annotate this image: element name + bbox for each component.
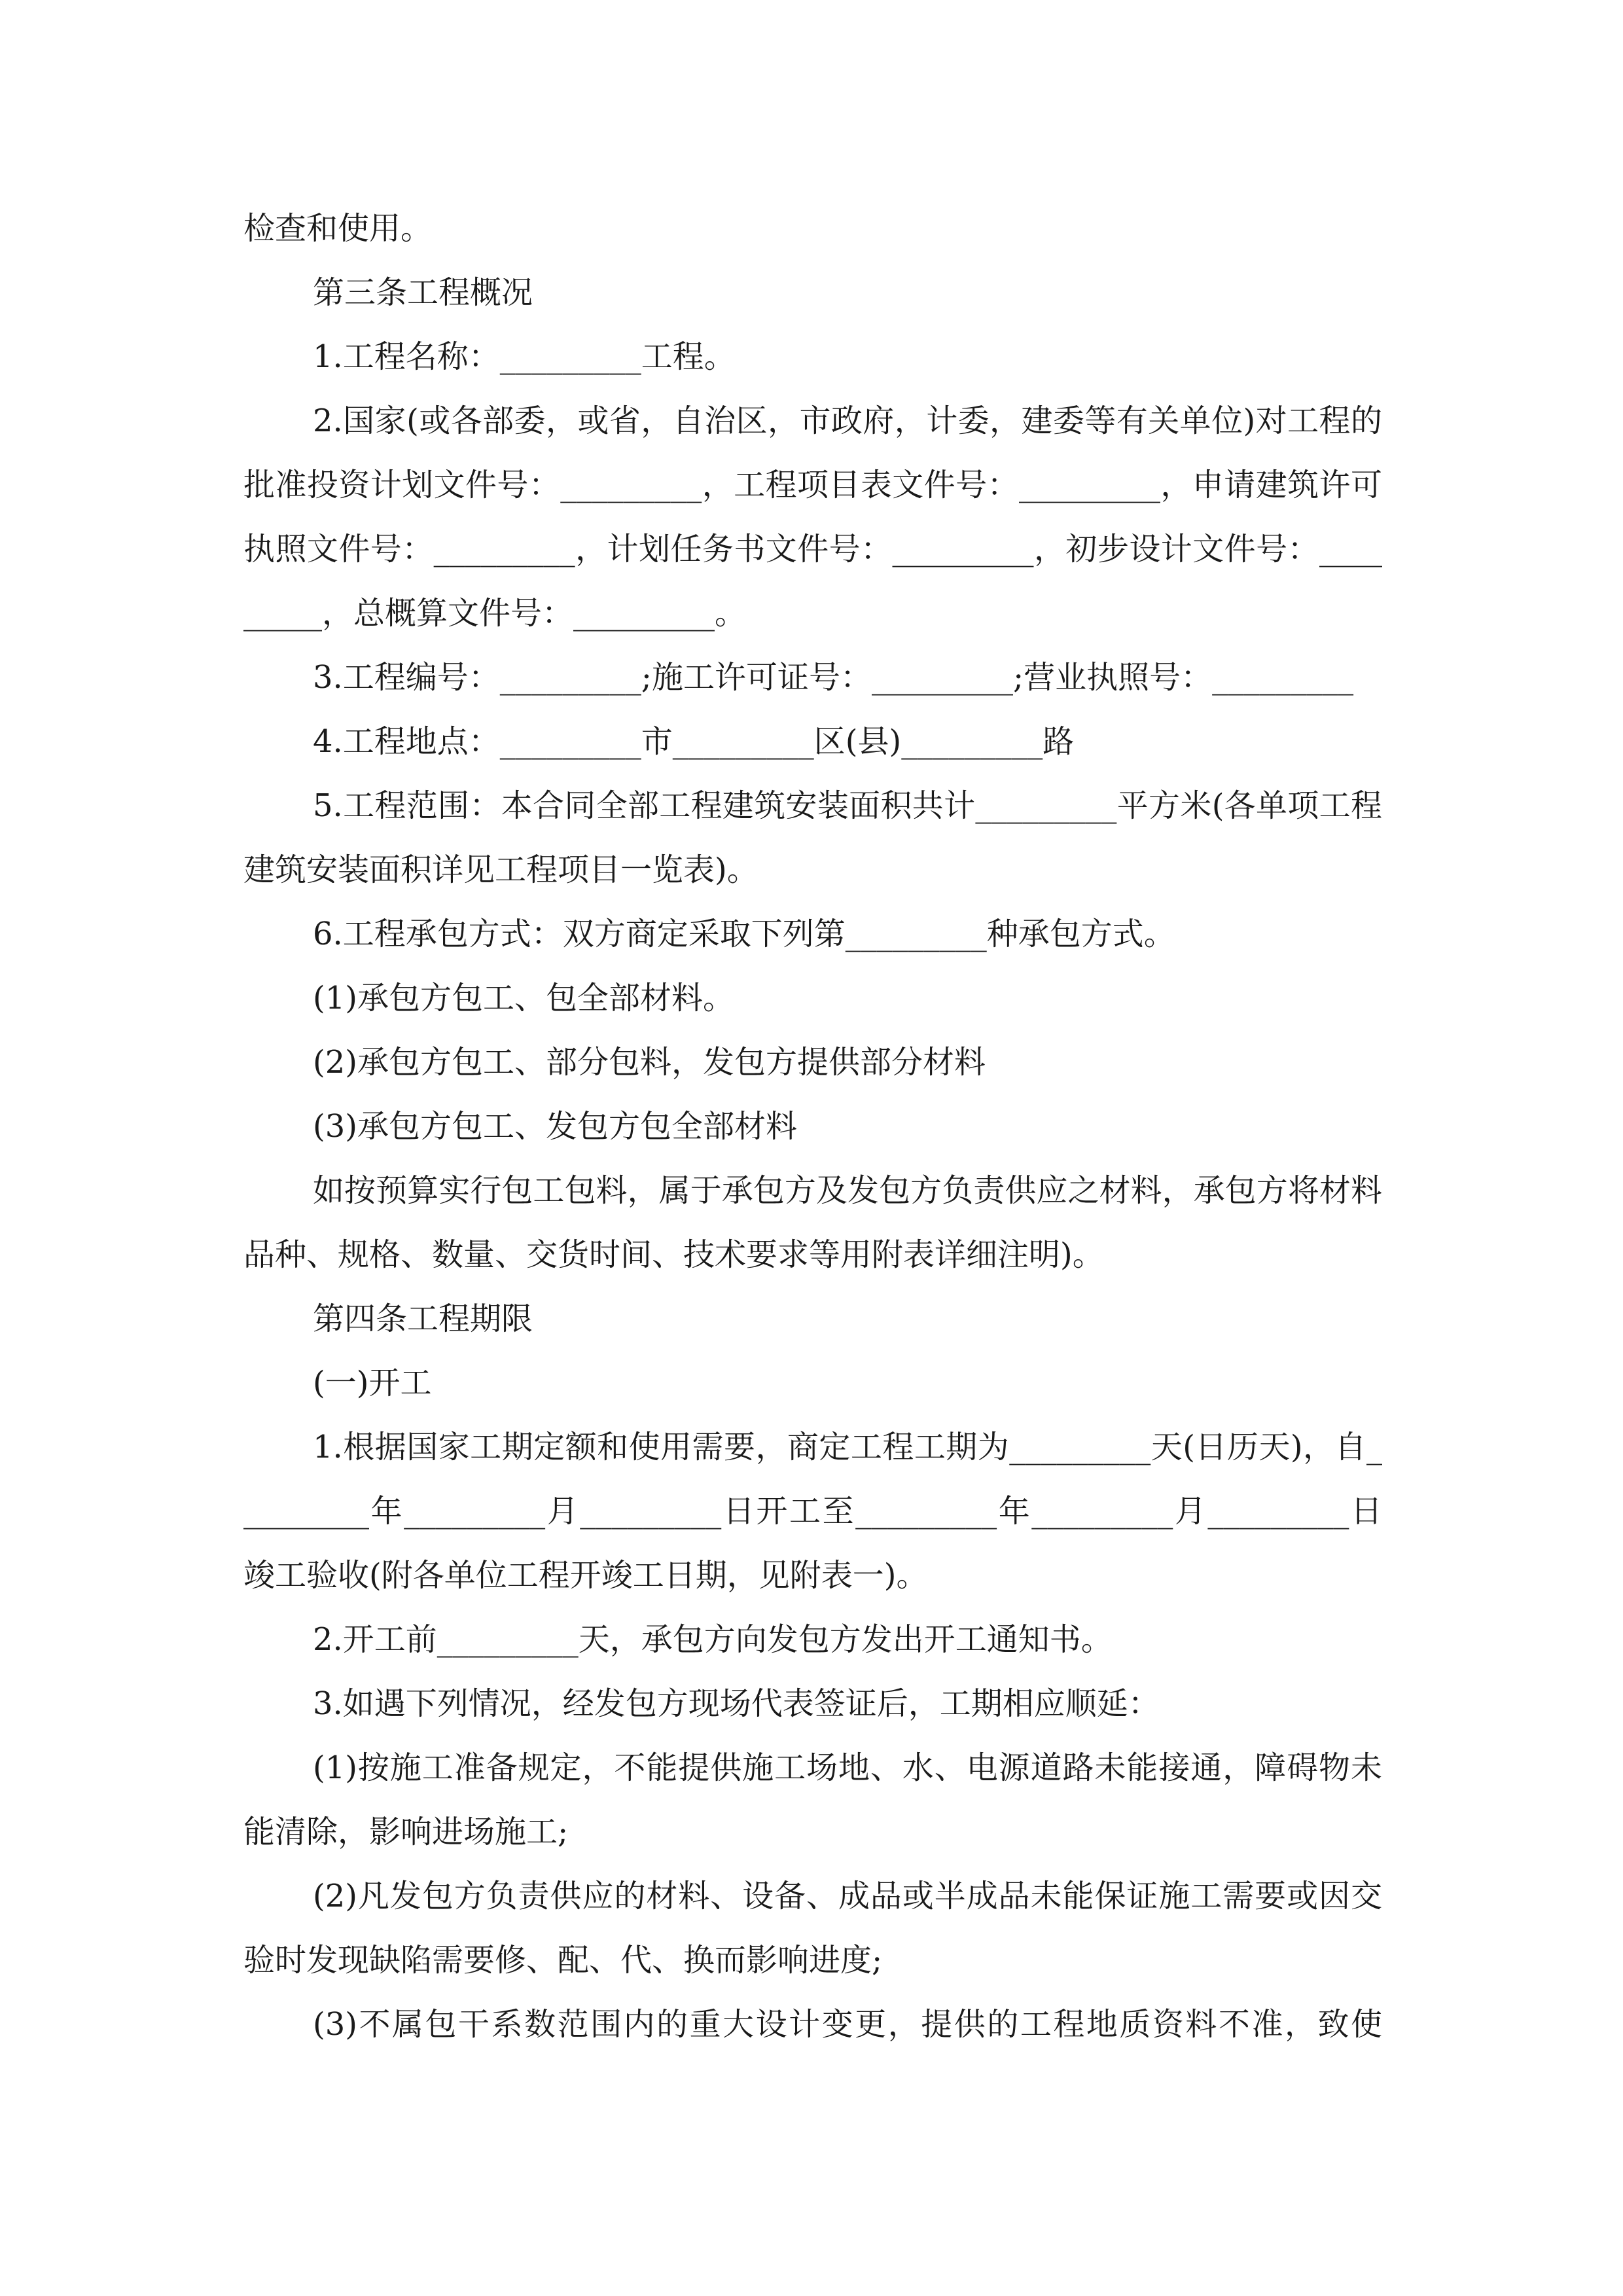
- list-item: (2)承包方包工、部分包料，发包方提供部分材料: [313, 1044, 986, 1081]
- paragraph: 3.工程编号：_________;施工许可证号：_________;营业执照号：_________: [313, 659, 1354, 696]
- paragraph: 3.如遇下列情况，经发包方现场代表签证后，工期相应顺延：: [313, 1685, 1160, 1722]
- paragraph: 6.工程承包方式：双方商定采取下列第_________种承包方式。: [313, 916, 1175, 952]
- list-item: (2)凡发包方负责供应的材料、设备、成品或半成品未能保证施工需要或因交验时发现缺陷需要修、配、代、换而影响进度;: [243, 1878, 1382, 1979]
- paragraph: 检查和使用。: [243, 210, 433, 247]
- subsection-heading: (一)开工: [313, 1365, 432, 1401]
- list-item: (3)承包方包工、发包方包全部材料: [313, 1108, 797, 1145]
- section-heading: 第三条工程概况: [313, 274, 533, 311]
- paragraph: 4.工程地点：_________市_________区(县)_________路: [313, 723, 1075, 760]
- paragraph: 2.开工前_________天，承包方向发包方发出开工通知书。: [313, 1621, 1113, 1658]
- list-item: (1)承包方包工、包全部材料。: [313, 980, 734, 1016]
- paragraph: 1.根据国家工期定额和使用需要，商定工程工期为_________天(日历天)，自_________年_________月_________日开工至_________年_________月_________日竣工验收(附各单位工程开竣工日期，见附表一)。: [243, 1429, 1382, 1594]
- paragraph: 2.国家(或各部委，或省，自治区，市政府，计委，建委等有关单位)对工程的批准投资计划文件号：_________，工程项目表文件号：_________，申请建筑许可执照文件号：_________，计划任务书文件号：_________，初步设计文件号：_________，总概算文件号：_________。: [243, 403, 1382, 632]
- paragraph: 1.工程名称：_________工程。: [313, 338, 736, 375]
- paragraph: 5.工程范围：本合同全部工程建筑安装面积共计_________平方米(各单项工程建筑安装面积详见工程项目一览表)。: [243, 787, 1382, 888]
- list-item: (3)不属包干系数范围内的重大设计变更，提供的工程地质资料不准，致使: [313, 2006, 1382, 2043]
- document-body: [243, 196, 1382, 2056]
- section-heading: 第四条工程期限: [313, 1300, 533, 1337]
- paragraph: 如按预算实行包工包料，属于承包方及发包方负责供应之材料，承包方将材料品种、规格、数量、交货时间、技术要求等用附表详细注明)。: [243, 1172, 1382, 1273]
- list-item: (1)按施工准备规定，不能提供施工场地、水、电源道路未能接通，障碍物未能清除，影响进场施工;: [243, 1749, 1382, 1850]
